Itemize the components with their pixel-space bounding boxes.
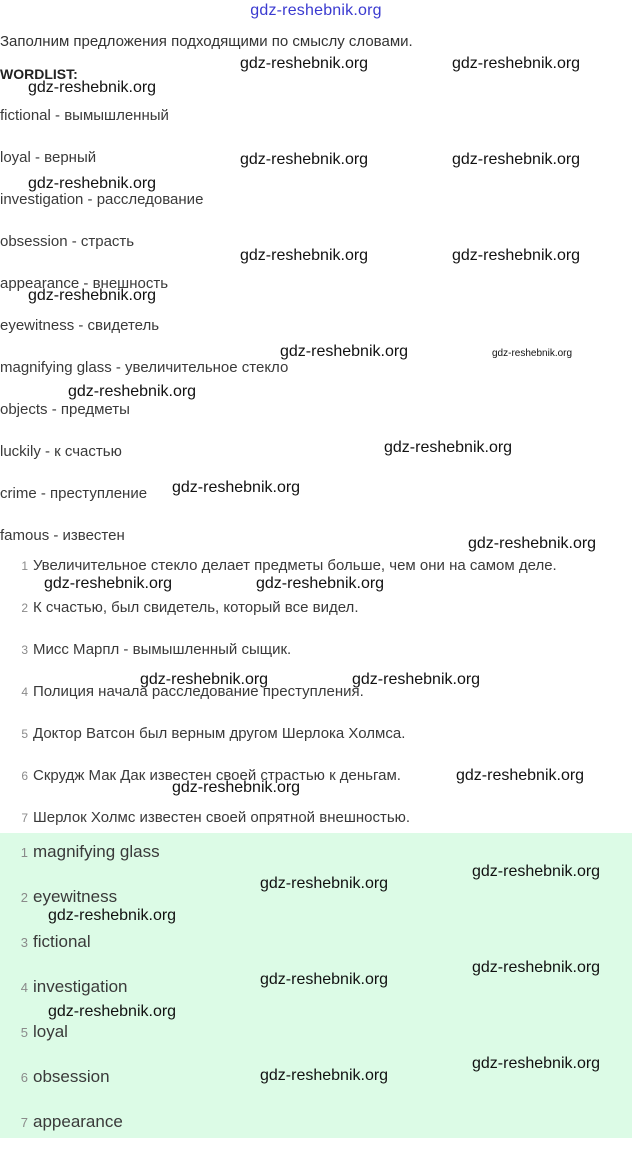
sentence-number: 6 <box>21 769 28 783</box>
site-header-link[interactable]: gdz-reshebnik.org <box>250 2 382 19</box>
answer-text: magnifying glass <box>33 842 160 861</box>
answer-text: fictional <box>33 932 91 951</box>
wordlist-title: WORDLIST: <box>0 66 78 82</box>
watermark: gdz-reshebnik.org <box>492 348 573 359</box>
watermark: gdz-reshebnik.org <box>452 55 581 72</box>
answer-text: obsession <box>33 1067 110 1086</box>
sentence-text: Доктор Ватсон был верным другом Шерлока Холмса. <box>33 725 406 742</box>
watermark: gdz-reshebnik.org <box>260 1067 389 1084</box>
watermark: gdz-reshebnik.org <box>260 971 389 988</box>
answer-number: 3 <box>20 935 28 950</box>
wordlist-item: investigation - расследование <box>0 191 204 208</box>
answer-number: 1 <box>20 845 28 860</box>
watermark: gdz-reshebnik.org <box>468 535 597 552</box>
watermark: gdz-reshebnik.org <box>240 55 369 72</box>
watermark: gdz-reshebnik.org <box>48 1003 177 1020</box>
sentence-text: Мисс Марпл - вымышленный сыщик. <box>33 641 292 658</box>
watermark: gdz-reshebnik.org <box>240 247 369 264</box>
watermark: gdz-reshebnik.org <box>260 875 389 892</box>
answer-text: eyewitness <box>33 887 118 906</box>
sentence-item <box>0 641 632 683</box>
answer-number: 4 <box>20 980 28 995</box>
watermark: gdz-reshebnik.org <box>452 151 581 168</box>
sentence-text: Шерлок Холмс известен своей опрятной внешностью. <box>33 809 411 826</box>
wordlist-item: luckily - к счастью <box>0 443 122 460</box>
sentence-item <box>0 599 632 641</box>
task-instruction: Заполним предложения подходящими по смыслу словами. <box>0 33 413 50</box>
wordlist-item: objects - предметы <box>0 401 130 418</box>
wordlist-item: famous - известен <box>0 527 125 544</box>
answer-number: 5 <box>20 1025 28 1040</box>
watermark: gdz-reshebnik.org <box>28 287 157 304</box>
watermark: gdz-reshebnik.org <box>48 907 177 924</box>
sentence-number: 5 <box>21 727 28 741</box>
watermark: gdz-reshebnik.org <box>44 575 173 592</box>
sentence-number: 1 <box>21 559 28 573</box>
watermark: gdz-reshebnik.org <box>456 767 585 784</box>
sentence-text: Скрудж Мак Дак известен своей страстью к деньгам. <box>33 767 401 784</box>
sentence-text: Полиция начала расследование преступления. <box>33 683 364 700</box>
sentence-item <box>0 725 632 767</box>
sentence-item <box>0 683 632 725</box>
watermark: gdz-reshebnik.org <box>472 863 601 880</box>
watermark: gdz-reshebnik.org <box>68 383 197 400</box>
sentence-number: 3 <box>21 643 28 657</box>
answer-item <box>0 842 160 887</box>
wordlist-item: loyal - верный <box>0 149 97 166</box>
watermark: gdz-reshebnik.org <box>384 439 513 456</box>
sentence-number: 2 <box>21 601 28 615</box>
answer-text: investigation <box>33 977 128 996</box>
watermark: gdz-reshebnik.org <box>28 79 157 96</box>
wordlist-item: obsession - страсть <box>0 233 135 250</box>
wordlist-item: appearance - внешность <box>0 275 169 292</box>
watermark: gdz-reshebnik.org <box>172 779 301 796</box>
answer-item <box>0 932 160 977</box>
wordlist-item: eyewitness - свидетель <box>0 317 160 334</box>
watermark: gdz-reshebnik.org <box>280 343 409 360</box>
sentence-number: 4 <box>21 685 28 699</box>
answer-item <box>0 1022 160 1067</box>
wordlist-item: magnifying glass - увеличительное стекло <box>0 359 289 376</box>
watermark: gdz-reshebnik.org <box>256 575 385 592</box>
wordlist-item: fictional - вымышленный <box>0 107 169 124</box>
sentence-list <box>0 557 632 851</box>
sentence-text: К счастью, был свидетель, который все видел. <box>33 599 359 616</box>
watermark: gdz-reshebnik.org <box>140 671 269 688</box>
answer-number: 2 <box>20 890 28 905</box>
answer-item <box>0 1112 160 1157</box>
watermark: gdz-reshebnik.org <box>472 959 601 976</box>
watermark: gdz-reshebnik.org <box>240 151 369 168</box>
wordlist-item: crime - преступление <box>0 485 148 502</box>
answer-number: 6 <box>20 1070 28 1085</box>
answer-list <box>0 842 160 1157</box>
answer-text: appearance <box>33 1112 123 1131</box>
answer-number: 7 <box>20 1115 28 1130</box>
watermark: gdz-reshebnik.org <box>472 1055 601 1072</box>
sentence-text: Увеличительное стекло делает предметы больше, чем они на самом деле. <box>33 557 557 574</box>
watermark: gdz-reshebnik.org <box>28 175 157 192</box>
sentence-number: 7 <box>21 811 28 825</box>
answer-text: loyal <box>33 1022 68 1041</box>
watermark: gdz-reshebnik.org <box>452 247 581 264</box>
watermark: gdz-reshebnik.org <box>352 671 481 688</box>
watermark: gdz-reshebnik.org <box>172 479 301 496</box>
answer-item <box>0 1067 160 1112</box>
